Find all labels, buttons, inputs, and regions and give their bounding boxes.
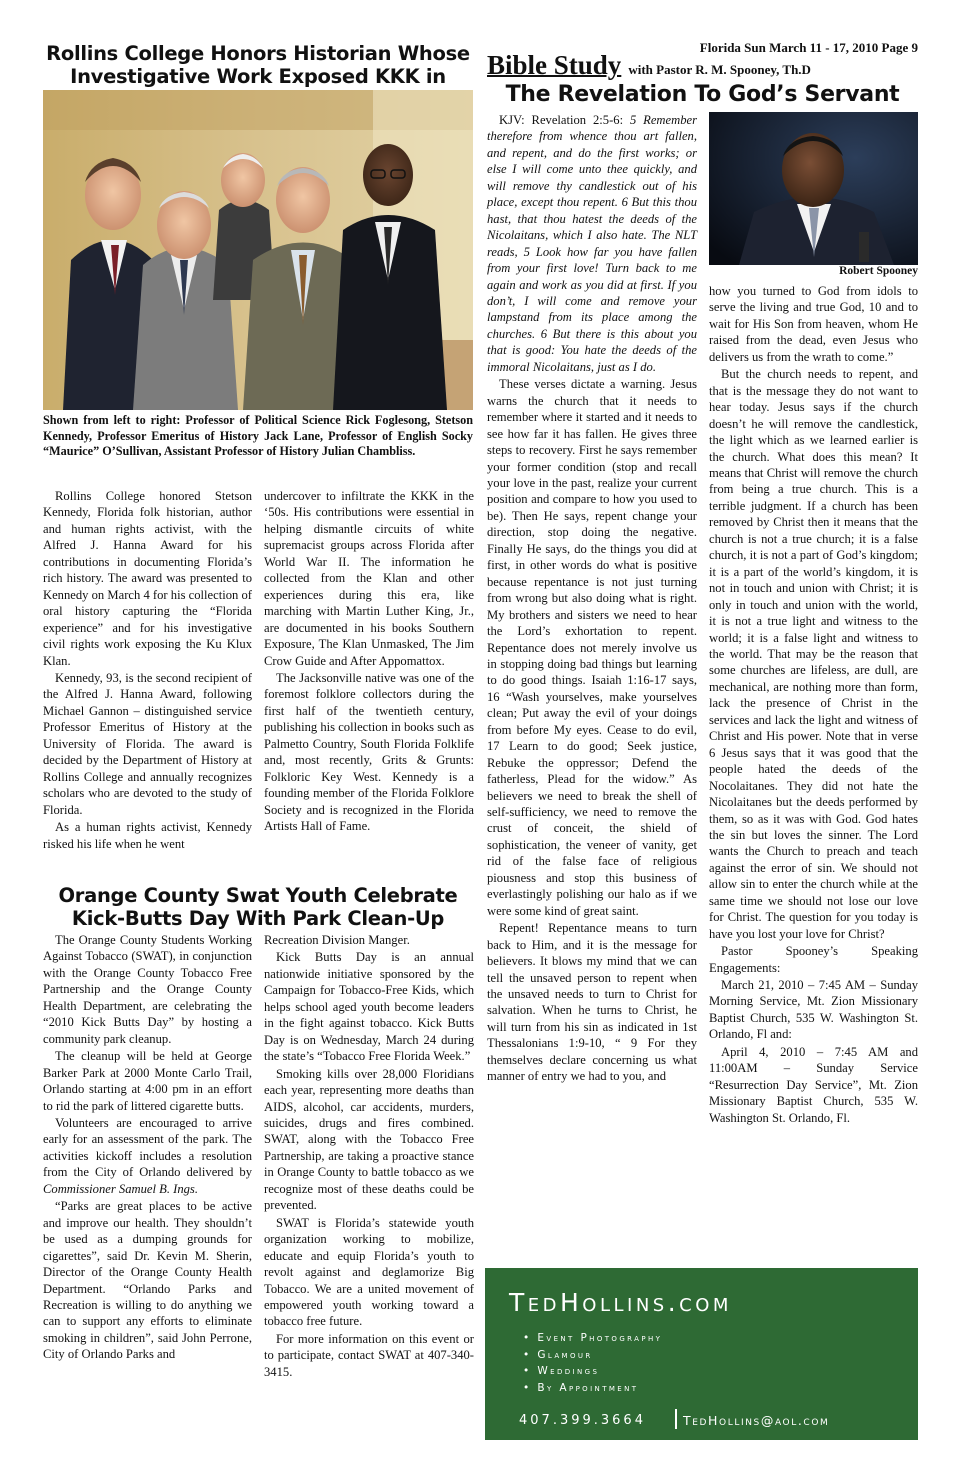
article2-col1-paragraph-3 bbox=[43, 1115, 252, 1197]
ad-phone: 407.399.3664 bbox=[519, 1413, 646, 1428]
article2-col1-paragraph-2: The cleanup will be held at George Barker Park at 2000 Monte Carlo Trail, Orlando starting at 4:00 pm in an effort to rid the park of littered cigarette butts. bbox=[43, 1049, 252, 1113]
ad-service-label: Glamour bbox=[537, 1348, 593, 1361]
ad-service-label: By Appointment bbox=[537, 1381, 639, 1394]
article1-col1-paragraph-1: Rollins College honored Stetson Kennedy, Florida folk historian, author and human rights activist, with the Alfred J. Hanna Award for his contributions in documenting Florida’s rich history. The award was presented to Kennedy on March 4 for his collection of oral history capturing the “Florida experience” and for his investigative civil rights work exposing the Ku Klux Klan. bbox=[43, 489, 252, 668]
article1-column-2 bbox=[264, 488, 474, 835]
article1-col2-paragraph-2: The Jacksonville native was one of the foremost folklore collectors during the first half of the twentieth century, publishing his collection in books such as Palmetto Country, South Florida Folklife and, most recently, Grits & Grunts: Folkloric Key West. Kennedy is a founding member of the Florida Folklore Society and is recognized in the Florida Artists Hall of Fame. bbox=[264, 670, 474, 834]
ad-service-item: • Event Photography bbox=[523, 1332, 663, 1344]
ad-email: TedHollins@aol.com bbox=[683, 1413, 830, 1428]
article2-headline-line1: Orange County Swat Youth Celebrate bbox=[58, 884, 458, 907]
ad-brand: TedHollins.com bbox=[509, 1288, 732, 1317]
ad-services bbox=[523, 1330, 662, 1396]
ad-service-item: • By Appointment bbox=[523, 1381, 639, 1394]
ad-divider bbox=[675, 1409, 677, 1429]
ad-service-item: • Glamour bbox=[523, 1348, 593, 1361]
bible-study-title: The Revelation To God’s Servant bbox=[505, 82, 900, 107]
article2-commissioner-name: Commissioner Samuel B. Ings. bbox=[43, 1181, 198, 1196]
article2-headline bbox=[40, 884, 476, 930]
article2-col2-paragraph-1: Recreation Division Manger. bbox=[264, 933, 410, 947]
article2-headline-line2: Kick-Butts Day With Park Clean-Up bbox=[71, 907, 445, 930]
article1-col1-paragraph-3: As a human rights activist, Kennedy risked his life when he went bbox=[43, 820, 252, 851]
article1-headline-line2: Investigative Work Exposed KKK in bbox=[70, 65, 446, 88]
bible-col2-paragraph-5: April 4, 2010 – 7:45 AM and 11:00AM – Sunday Service “Resurrection Day Service”, Mt. Zion Missionary Baptist Church, 535 W. Washington St. Orlando, Fl. bbox=[709, 1044, 918, 1125]
paper-info: Florida Sun March 11 - 17, 2010 Page 9 bbox=[699, 40, 918, 55]
article2-col2-paragraph-2: Kick Butts Day is an annual nationwide initiative sponsored by the Campaign for Tobacco-Free Kids, which helps school aged youth become leaders in the fight against tobacco. Kick Butts Day is on Wednesday, March 24 during the state’s “Tobacco Free Florida Week.” bbox=[264, 950, 474, 1064]
article2-col2-paragraph-3: Smoking kills over 28,000 Floridians each year, representing more deaths than AIDS, alcohol, car accidents, murders, suicides, drugs and fires combined. SWAT, along with the Tobacco Free Partnership, are taking a proactive stance in Orange County to battle tobacco as we recognize most of these deaths could be prevented. bbox=[264, 1066, 474, 1213]
ad-service-label: Weddings bbox=[537, 1365, 600, 1377]
article2-column-1 bbox=[43, 932, 252, 1363]
bible-study-byline: with Pastor R. M. Spooney, Th.D bbox=[628, 62, 811, 77]
bible-scripture-text: 5 Remember therefore from whence thou art fallen, and repent, and do the first works; or else I will come unto thee quickly, and will remove thy candlestick out of his place, except thou repent. 6 But this thou hast, that thou hatest the deeds of the Nicolaitans, which I also hate. The NLT reads, 5 Look how far you have fallen from your first love! Turn back to me again and work as you did at first. If you don’t, I will come and remove your lampstand from its place among the churches. 6 But there is this about you that is good: You hate the deeds of the immoral Nicolaitans, just as I do. bbox=[487, 113, 698, 374]
article1-col2-paragraph-1: undercover to infiltrate the KKK in the ‘50s. His contributions were essential in helping dismantle circuits of white supremacist groups across Florida after World War II. The information he collected from the Klan and other experiences during this era, like marching with Martin Luther King, Jr., are documented in his books Southern Exposure, The Klan Unmasked, The Jim Crow Guide and After Appomattox. bbox=[264, 489, 474, 668]
bible-col2-paragraph-4: March 21, 2010 – 7:45 AM – Sunday Morning Service, Mt. Zion Missionary Baptist Church, 535 W. Washington St. Orlando, Fl and: bbox=[709, 978, 918, 1042]
bible-col1-paragraph-2: These verses dictate a warning. Jesus warns the church that it needs to remember where it started and it needs to see how far it has fallen. He gives three steps to recovery. First he says remember your former condition (stop and recall your love in the past, realize your current position and compare to how you used to be). Then He says, repent change your direction, stop doing the negative. Finally He says, do the things you did at first, in other words do what is positive because repentance is not just turning from wrong but also doing what is right. My brothers and sisters we need to hear the Lord’s exhortation to repent. Repentance does not merely involve us in stopping doing bad things but learning to do good things. Isaiah 1:16-17 says, 16 “Wash yourselves, make yourselves clean; Put away the evil of your doings from before My eyes. Cease to do evil, 17 Learn to do good; Seek justice, Rebuke the oppressor; Defend the fatherless, Plead for the widow.” As believers we need to break the shell of self-sufficiency, we need to remove the crust of conceit, the shield of sophistication, the veneer of vanity, get rid of the false face of religious piousness and stop this business of everlastingly polishing our halo as if we were some kind of great saint. bbox=[487, 377, 697, 918]
group-photo-caption: Shown from left to right: Professor of Political Science Rick Foglesong, Stetson Kennedy, Professor Emeritus of History Jack Lane, Professor of English Socky “Maurice” O’Sullivan, Assistant Professor of History Julian Chambliss. bbox=[43, 413, 473, 459]
bible-study-label: Bible Study bbox=[487, 50, 622, 80]
article2-column-2 bbox=[264, 932, 474, 1380]
bible-study-column-2 bbox=[709, 283, 918, 1126]
bible-col1-paragraph-3: Repent! Repentance means to turn back to Him, and it is the message for believers. It blows my mind that we can tell the unsaved person to repent when the unsaved needs to turn to Christ for salvation. When he turns to Christ, he will turn from his sin as indicated in 1st Thessalonians 1:9-10, “ 9 For they themselves declare concerning us what manner of entry we had to you, and bbox=[487, 921, 697, 1084]
article2-col1-paragraph-1: The Orange County Students Working Against Tobacco (SWAT), in conjunction with the Orange County Tobacco Free Partnership and the Orange County Health Department, are celebrating the “2010 Kick Butts Day” by hosting a community park cleanup. bbox=[43, 933, 252, 1046]
bible-col1-paragraph-1 bbox=[487, 112, 697, 375]
article2-col2-paragraph-5: For more information on this event or to participate, contact SWAT at 407-340-3415. bbox=[264, 1331, 474, 1379]
pastor-photo bbox=[709, 112, 918, 265]
ad-service-item: • Weddings bbox=[523, 1365, 600, 1377]
tedhollins-ad bbox=[485, 1268, 918, 1440]
bible-study-column-1 bbox=[487, 112, 697, 1085]
article2-col2-paragraph-4: SWAT is Florida’s statewide youth organization working to mobilize, educate and equip Florida’s youth to revolt against and deglamorize Big Tobacco. We are a united movement of empowered youth working toward a tobacco free future. bbox=[264, 1215, 474, 1329]
article2-col1-paragraph-4: “Parks are great places to be active and improve our health. They shouldn’t be used as a dumping grounds for cigarettes”, said Dr. Kevin M. Sherin, Director of the Orange County Health Department. “Orlando Parks and Recreation is willing to do anything we can to support any efforts to eliminate smoking in children”, said John Perrone, City of Orlando Parks and bbox=[43, 1199, 252, 1362]
bible-study-header bbox=[487, 50, 918, 81]
bible-col2-paragraph-3: Pastor Spooney’s Speaking Engagements: bbox=[709, 944, 918, 975]
pastor-photo-caption: Robert Spooney bbox=[839, 265, 918, 277]
bible-col2-paragraph-1: how you turned to God from idols to serve the living and true God, 10 and to wait for His Son from heaven, whom He raised from the dead, even Jesus who delivers us from the wrath to come.” bbox=[709, 284, 918, 364]
bible-col2-paragraph-2: But the church needs to repent, and that is the message they do not want to hear today. Jesus says if the church doesn’t he will remove the candlestick, the light which as we learned earlier is the church. What does this mean? It means that Christ will remove the church from being a true church. This is a terrible judgment. If a church has been removed by Christ then it means that the church is not a true church; it is a false church, it is not a part of God’s kingdom; it is a part of the world’s kingdom, it is not in touch and union with Christ; it is only in touch and union with the world, it is not a true light and witness to the world; it is a false light and witness to the world. That may be the reason that some churches are lifeless, are dull, are mechanical, are nothing more than form, lack the presence of Christ in the services and lack the light and witness of Christ and His power. Note that in verse 6 Jesus says that it was good that the people hated the deeds of the Nocolaitanes. They did not hate the Nicolaitanes but the deeds performed by them, so as it was with God. God hates the sin but loves the sinner. The Lord wants the Church to preach and teach against the error of sin. We should not allow sin to enter the church while at the same time we should not lose our love for Christ. The question for you today is have you lost your love for Christ? bbox=[709, 367, 918, 941]
ad-service-label: Event Photography bbox=[537, 1332, 663, 1344]
article2-col1-p3-text: Volunteers are encouraged to arrive early for an assessment of the park. The activities kickoff includes a resolution from the City of Orlando delivered by bbox=[43, 1115, 252, 1180]
article1-headline-line1: Rollins College Honors Historian Whose bbox=[46, 42, 470, 65]
group-photo bbox=[43, 90, 473, 410]
article1-column-1 bbox=[43, 488, 252, 852]
article1-col1-paragraph-2: Kennedy, 93, is the second recipient of the Alfred J. Hanna Award, following Michael Gannon – distinguished service Professor Emeritus of History at the University of Florida. The award is decided by the Department of History at Rollins College and annually recognizes scholars who are devoted to the study of Florida. bbox=[43, 670, 252, 817]
bible-scripture-ref: KJV: Revelation 2:5-6: bbox=[499, 113, 630, 127]
